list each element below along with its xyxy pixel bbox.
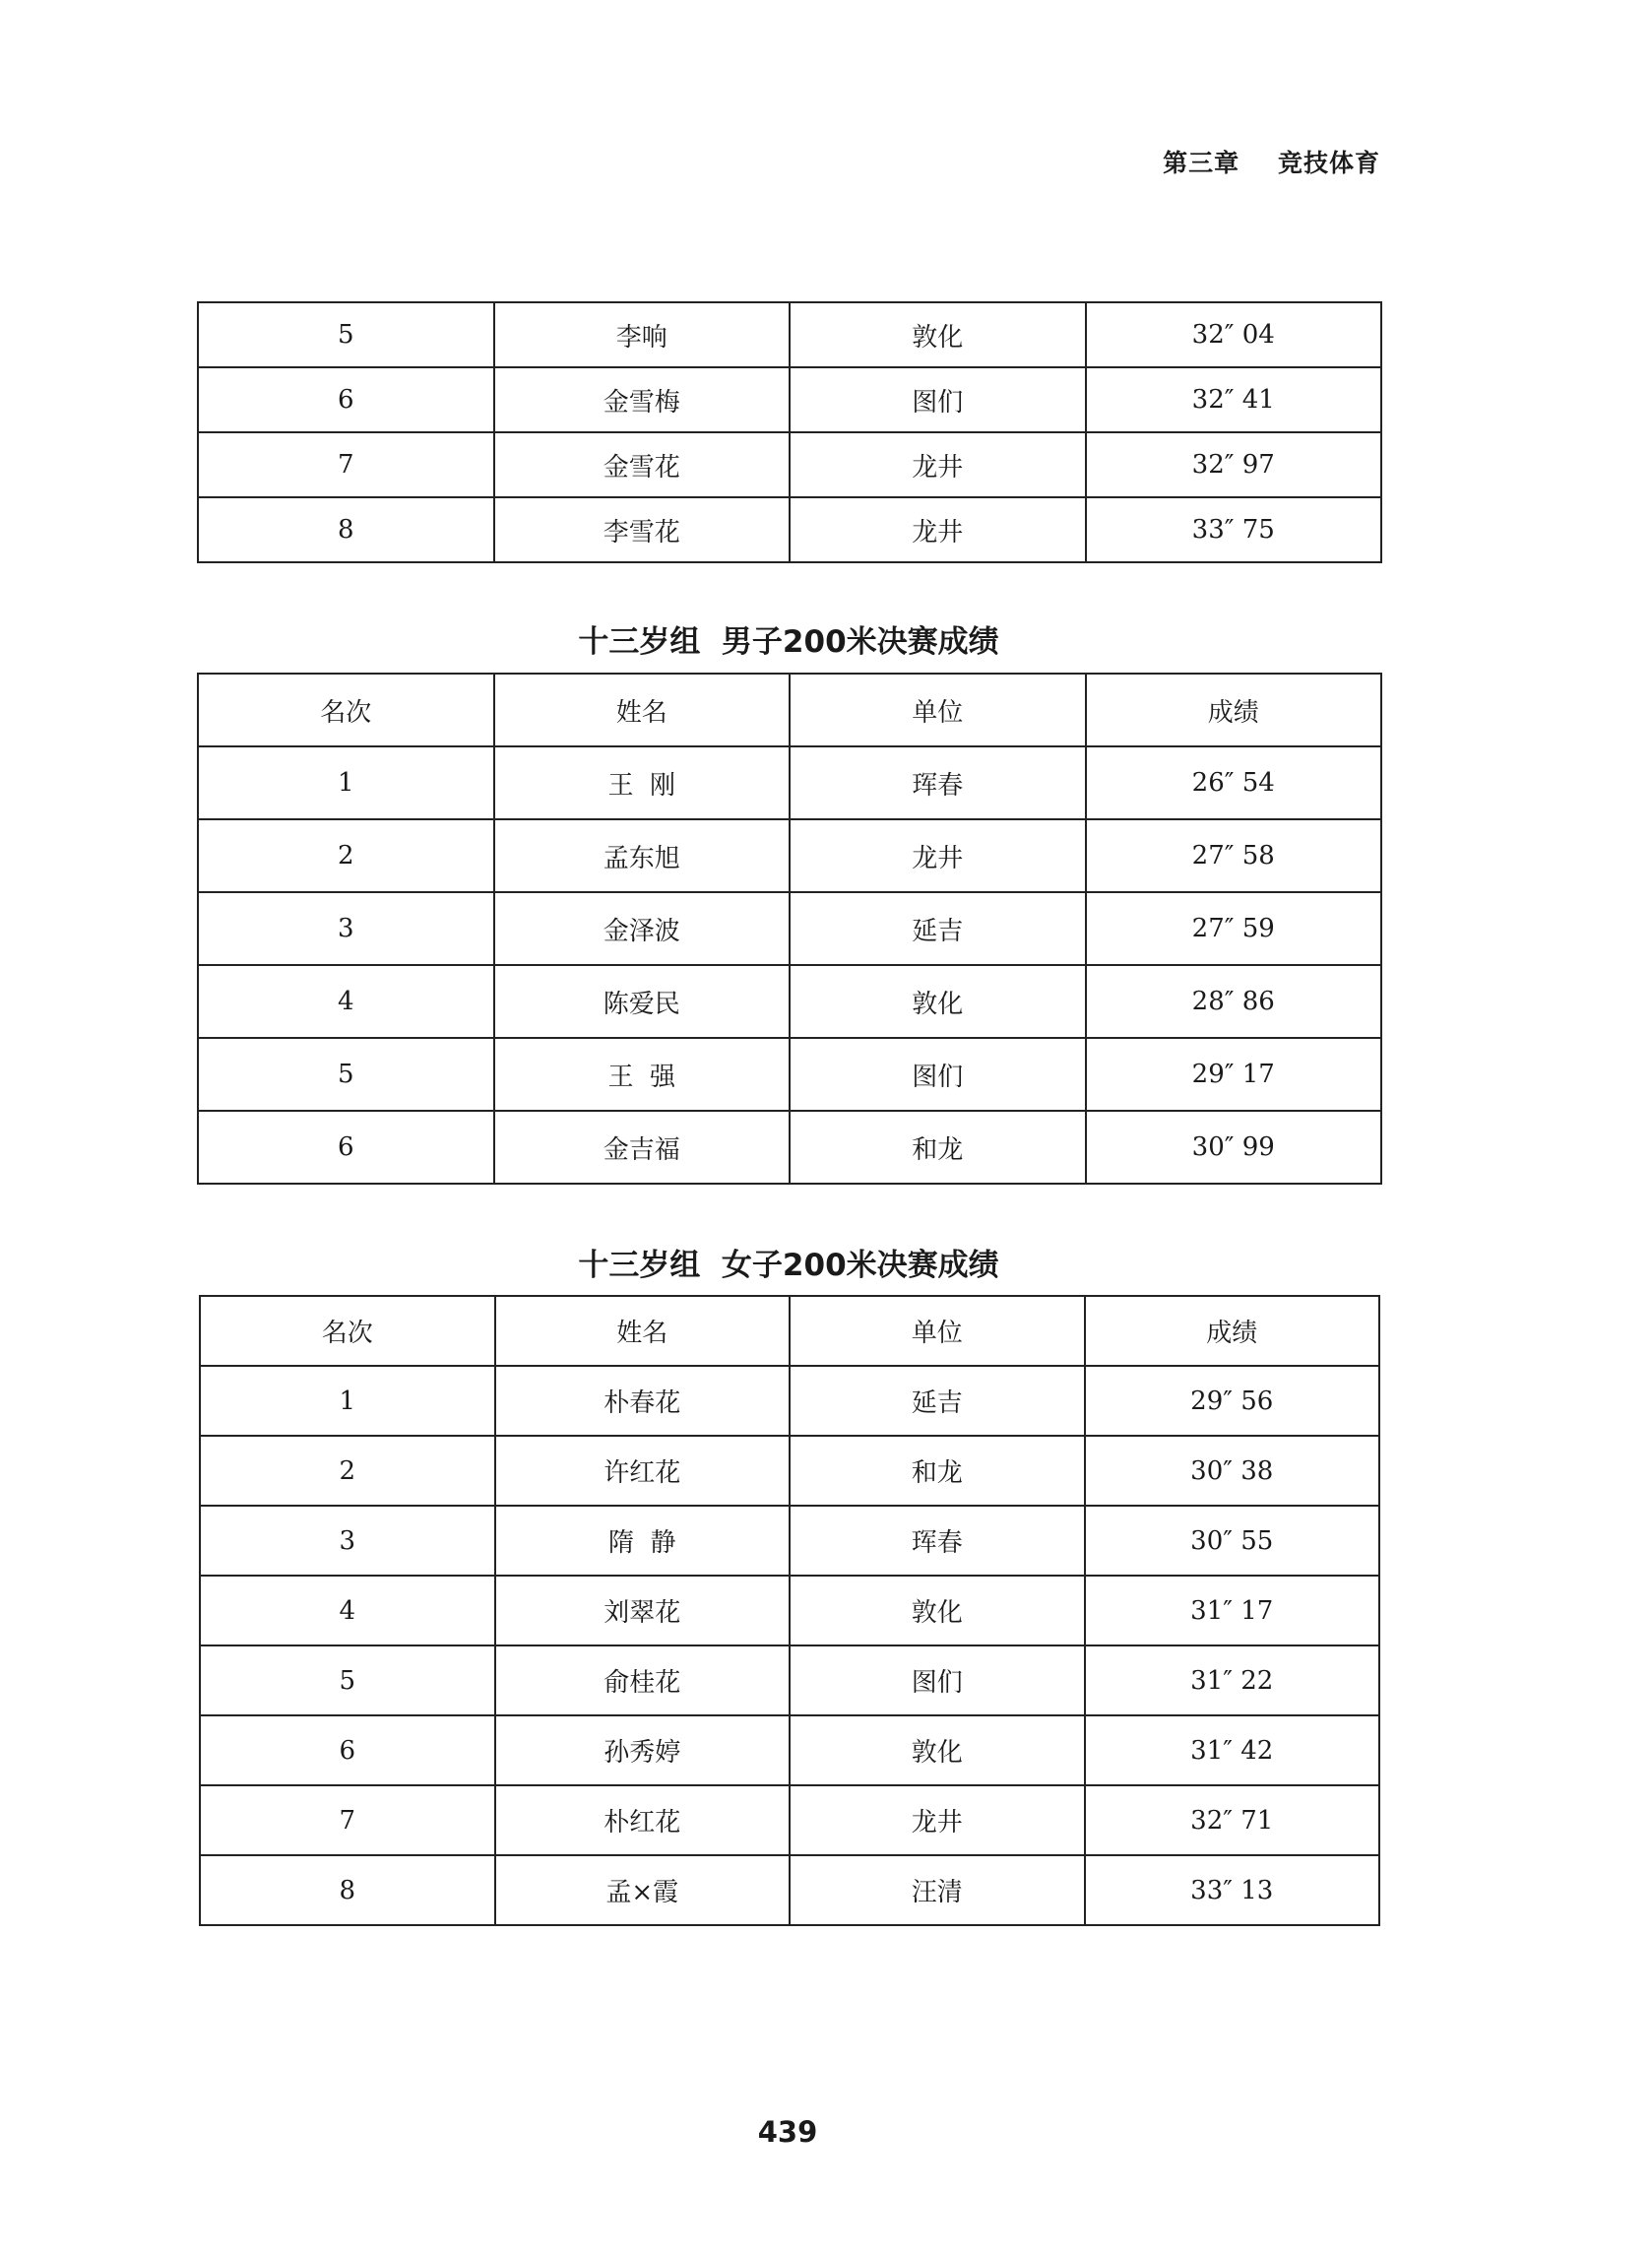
page-number: 439 [757,2115,818,2149]
time-cell: 30″ 38 [1085,1436,1380,1506]
unit-cell: 敦化 [790,1715,1085,1785]
unit-cell: 敦化 [790,1576,1085,1645]
name-cell: 王 刚 [494,746,791,819]
table-row [200,1576,1379,1645]
table-row [200,1785,1379,1855]
name-cell: 许红花 [495,1436,791,1506]
rank-cell: 8 [198,497,494,562]
time-cell: 30″ 99 [1086,1111,1382,1184]
time-cell: 26″ 54 [1086,746,1382,819]
unit-cell: 图们 [790,1645,1085,1715]
unit-cell: 龙井 [790,497,1086,562]
name-cell: 李响 [494,302,791,367]
time-cell: 33″ 75 [1086,497,1382,562]
name-cell: 刘翠花 [495,1576,791,1645]
column-header-name: 姓名 [495,1296,791,1366]
column-header-time: 成绩 [1085,1296,1380,1366]
unit-cell: 延吉 [790,892,1086,965]
time-cell: 30″ 55 [1085,1506,1380,1576]
results-table-girls-200m [199,1295,1380,1926]
rank-cell: 3 [200,1506,495,1576]
name-cell: 金雪花 [494,432,791,497]
rank-cell: 4 [200,1576,495,1645]
unit-cell: 珲春 [790,1506,1085,1576]
name-cell: 金吉福 [494,1111,791,1184]
column-header-unit: 单位 [790,1296,1085,1366]
name-cell: 孙秀婷 [495,1715,791,1785]
column-header-unit: 单位 [790,674,1086,746]
table-row [198,367,1381,432]
column-header-rank: 名次 [198,674,494,746]
table-row [200,1436,1379,1506]
unit-cell: 图们 [790,1038,1086,1111]
time-cell: 32″ 71 [1085,1785,1380,1855]
name-cell: 隋 静 [495,1506,791,1576]
unit-cell: 敦化 [790,965,1086,1038]
table-row [198,302,1381,367]
table-row [198,965,1381,1038]
time-cell: 31″ 17 [1085,1576,1380,1645]
rank-cell: 6 [198,367,494,432]
rank-cell: 7 [200,1785,495,1855]
table-row [198,892,1381,965]
name-cell: 朴春花 [495,1366,791,1436]
rank-cell: 1 [200,1366,495,1436]
table-row [200,1715,1379,1785]
time-cell: 32″ 41 [1086,367,1382,432]
rank-cell: 2 [198,819,494,892]
name-cell: 孟×霞 [495,1855,791,1925]
unit-cell: 图们 [790,367,1086,432]
rank-cell: 4 [198,965,494,1038]
name-cell: 陈爱民 [494,965,791,1038]
unit-cell: 和龙 [790,1111,1086,1184]
time-cell: 31″ 22 [1085,1645,1380,1715]
table-row [198,1038,1381,1111]
time-cell: 29″ 56 [1085,1366,1380,1436]
table-row [198,819,1381,892]
table-header-row [200,1296,1379,1366]
table-header-row [198,674,1381,746]
unit-cell: 敦化 [790,302,1086,367]
unit-cell: 汪清 [790,1855,1085,1925]
time-cell: 29″ 17 [1086,1038,1382,1111]
time-cell: 27″ 58 [1086,819,1382,892]
table-row [198,432,1381,497]
rank-cell: 3 [198,892,494,965]
name-cell: 孟东旭 [494,819,791,892]
rank-cell: 5 [200,1645,495,1715]
table-row [198,746,1381,819]
table-title-girls-200m: 十三岁组 女子200米决赛成绩 [578,1248,999,1283]
unit-cell: 龙井 [790,1785,1085,1855]
table-row [200,1645,1379,1715]
name-cell: 俞桂花 [495,1645,791,1715]
time-cell: 32″ 04 [1086,302,1382,367]
table-row [200,1506,1379,1576]
table-row [198,497,1381,562]
results-table-continued [197,301,1382,563]
rank-cell: 7 [198,432,494,497]
name-cell: 朴红花 [495,1785,791,1855]
name-cell: 李雪花 [494,497,791,562]
results-table-boys-200m [197,673,1382,1185]
unit-cell: 龙井 [790,819,1086,892]
unit-cell: 延吉 [790,1366,1085,1436]
rank-cell: 1 [198,746,494,819]
name-cell: 金泽波 [494,892,791,965]
time-cell: 33″ 13 [1085,1855,1380,1925]
rank-cell: 8 [200,1855,495,1925]
table-title-boys-200m: 十三岁组 男子200米决赛成绩 [578,624,999,660]
name-cell: 王 强 [494,1038,791,1111]
unit-cell: 和龙 [790,1436,1085,1506]
time-cell: 31″ 42 [1085,1715,1380,1785]
running-header: 第三章 竞技体育 [1163,149,1380,177]
column-header-time: 成绩 [1086,674,1382,746]
time-cell: 28″ 86 [1086,965,1382,1038]
time-cell: 32″ 97 [1086,432,1382,497]
column-header-name: 姓名 [494,674,791,746]
time-cell: 27″ 59 [1086,892,1382,965]
table-row [200,1855,1379,1925]
name-cell: 金雪梅 [494,367,791,432]
column-header-rank: 名次 [200,1296,495,1366]
rank-cell: 5 [198,1038,494,1111]
rank-cell: 2 [200,1436,495,1506]
rank-cell: 6 [198,1111,494,1184]
unit-cell: 珲春 [790,746,1086,819]
table-row [198,1111,1381,1184]
table-row [200,1366,1379,1436]
rank-cell: 5 [198,302,494,367]
rank-cell: 6 [200,1715,495,1785]
unit-cell: 龙井 [790,432,1086,497]
